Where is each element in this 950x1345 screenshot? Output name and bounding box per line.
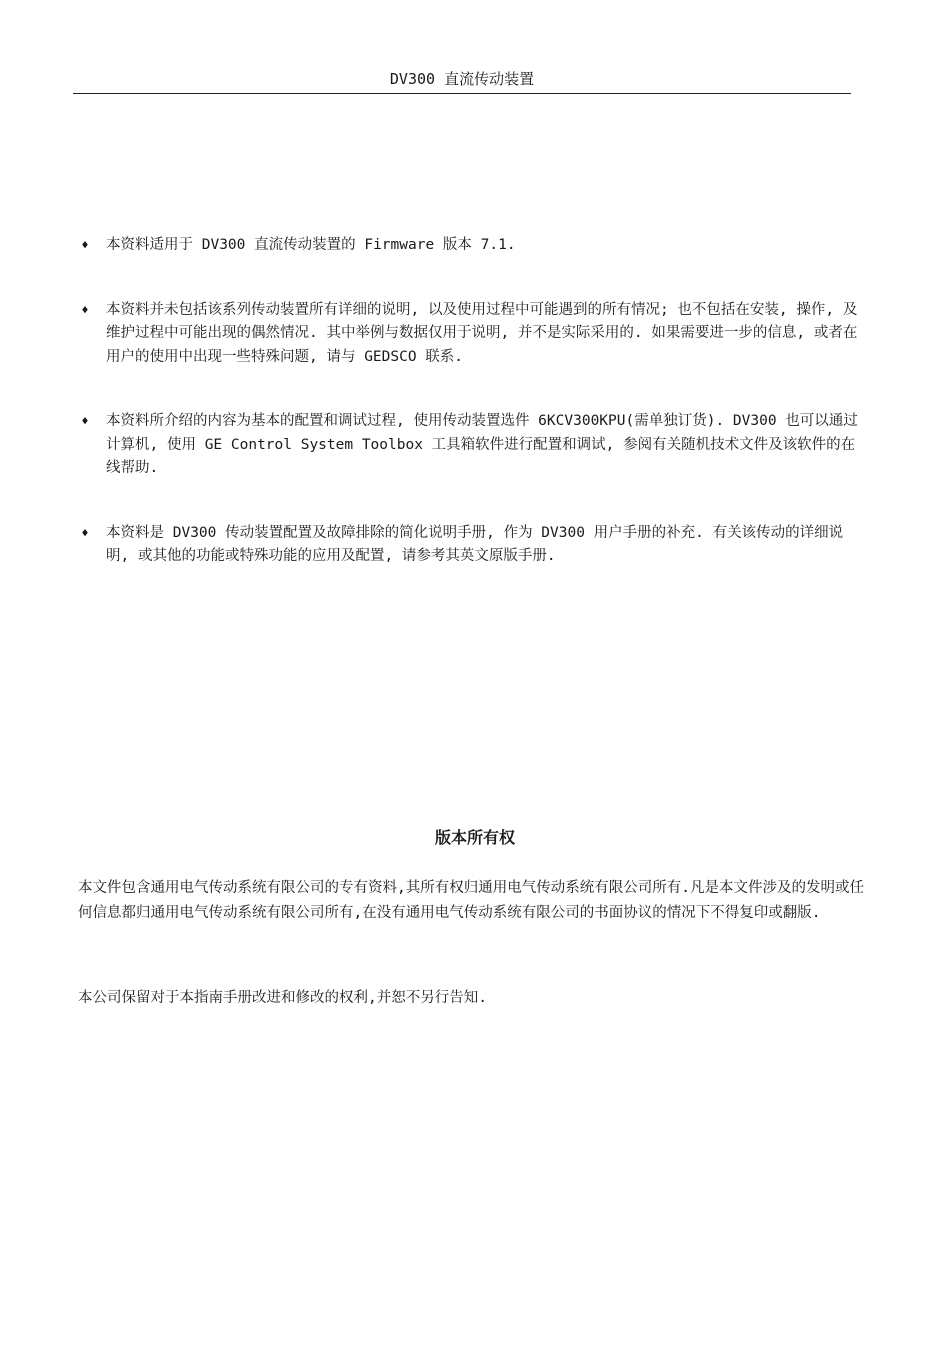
diamond-bullet-icon: ♦ — [81, 525, 89, 540]
bullet-text: 本资料所介绍的内容为基本的配置和调试过程, 使用传动装置选件 6KCV300KPU(需单独订货). DV300 也可以通过计算机, 使用 GE Control System Toolbox 工具箱软件进行配置和调试, 参阅有关随机技术文件及该软件的在线帮助. — [106, 413, 858, 476]
bullet-text: 本资料并未包括该系列传动装置所有详细的说明, 以及使用过程中可能遇到的所有情况; 也不包括在安装, 操作, 及维护过程中可能出现的偶然情况. 其中举例与数据仅用于说明, 并不是实际采用的. 如果需要进一步的信息, 或者在用户的使用中出现一些特殊问题, 请与 GEDSCO 联系. — [106, 301, 858, 365]
bullet-text: 本资料是 DV300 传动装置配置及故障排除的简化说明手册, 作为 DV300 用户手册的补充. 有关该传动的详细说明, 或其他的功能或特殊功能的应用及配置, 请参考其英文原版手册. — [106, 524, 844, 564]
bullet-item-firmware — [78, 234, 868, 258]
bullet-item-scope — [78, 299, 868, 370]
diamond-bullet-icon: ♦ — [81, 238, 89, 252]
copyright-paragraph: 本文件包含通用电气传动系统有限公司的专有资料,其所有权归通用电气传动系统有限公司所有.凡是本文件涉及的发明或任何信息都归通用电气传动系统有限公司所有,在没有通用电气传动系统有限公司的书面协议的情况下不得复印或翻版. — [78, 880, 864, 921]
rights-reserved-paragraph: 本公司保留对于本指南手册改进和修改的权利,并恕不另行告知. — [78, 990, 487, 1006]
page-header-title: DV300 直流传动装置 — [389, 70, 535, 88]
bullet-item-configuration — [78, 410, 868, 481]
notice-bullet-list — [78, 234, 868, 610]
bullet-text: 本资料适用于 DV300 直流传动装置的 Firmware 版本 7.1. — [106, 237, 516, 253]
diamond-bullet-icon: ♦ — [81, 302, 89, 317]
header-divider — [73, 93, 851, 94]
copyright-heading: 版本所有权 — [434, 828, 515, 847]
bullet-item-manual — [78, 522, 868, 569]
diamond-bullet-icon: ♦ — [81, 414, 89, 428]
